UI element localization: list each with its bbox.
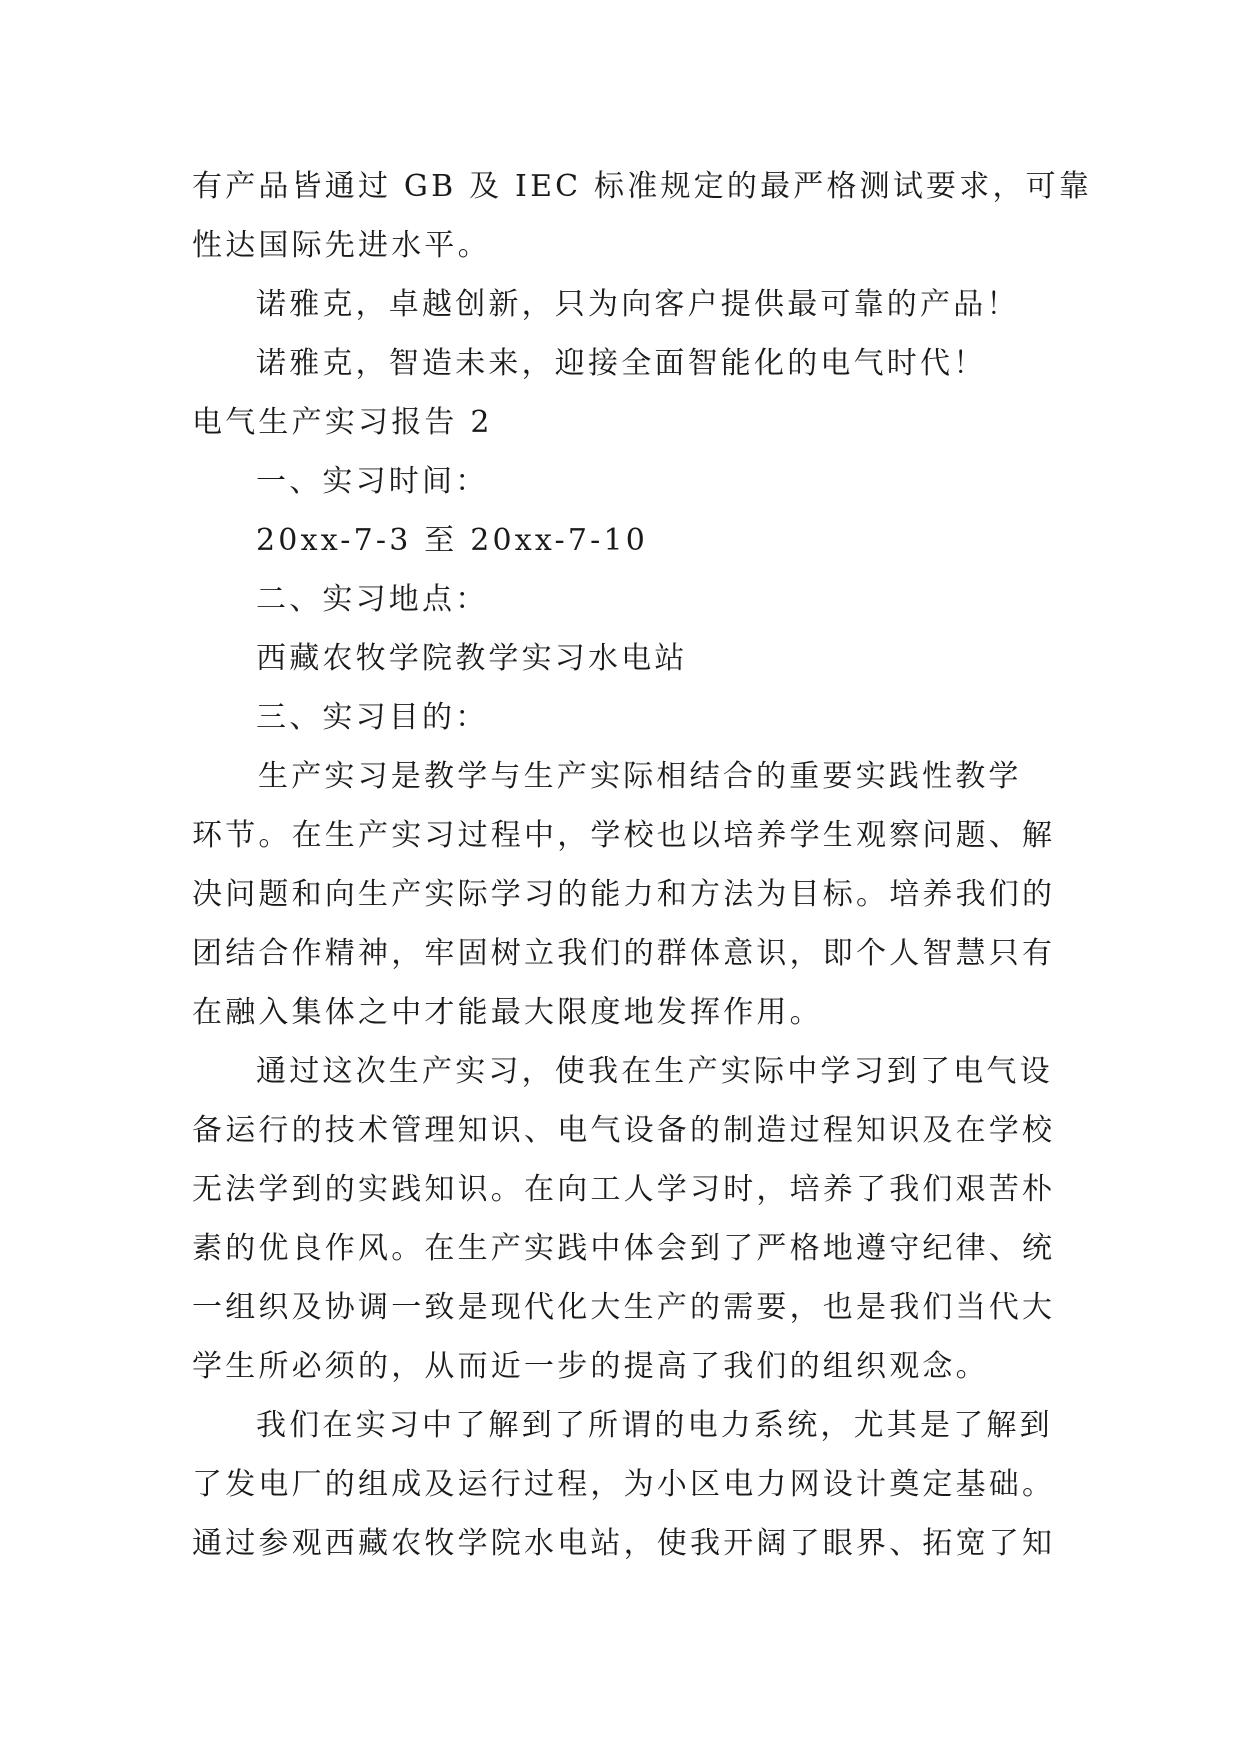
text-line: 有产品皆通过 GB 及 IEC 标准规定的最严格测试要求，可靠 <box>192 169 1093 204</box>
section-heading: 电气生产实习报告 2 <box>192 405 493 440</box>
text-line: 环节。在生产实习过程中，学校也以培养学生观察问题、解 <box>192 818 1056 853</box>
text-line: 了发电厂的组成及运行过程，为小区电力网设计奠定基础。 <box>192 1467 1056 1502</box>
text-line: 性达国际先进水平。 <box>192 228 491 263</box>
text-line: 通过这次生产实习，使我在生产实际中学习到了电气设 <box>256 1054 1053 1089</box>
text-line: 20xx-7-3 至 20xx-7-10 <box>256 523 649 558</box>
text-line: 备运行的技术管理知识、电气设备的制造过程知识及在学校 <box>192 1113 1056 1148</box>
text-line: 诺雅克，卓越创新，只为向客户提供最可靠的产品！ <box>256 287 1020 322</box>
text-line: 三、实习目的： <box>256 700 489 735</box>
text-line: 团结合作精神，牢固树立我们的群体意识，即个人智慧只有 <box>192 936 1056 971</box>
text-line: 二、实习地点： <box>256 582 489 617</box>
text-line: 一组织及协调一致是现代化大生产的需要，也是我们当代大 <box>192 1290 1056 1325</box>
text-line: 素的优良作风。在生产实践中体会到了严格地遵守纪律、统 <box>192 1231 1056 1266</box>
text-line: 西藏农牧学院教学实习水电站 <box>256 641 688 676</box>
text-line: 决问题和向生产实际学习的能力和方法为目标。培养我们的 <box>192 877 1056 912</box>
text-line: 诺雅克，智造未来，迎接全面智能化的电气时代！ <box>256 346 987 381</box>
text-line: 通过参观西藏农牧学院水电站，使我开阔了眼界、拓宽了知 <box>192 1526 1056 1561</box>
text-line: 我们在实习中了解到了所谓的电力系统，尤其是了解到 <box>256 1408 1053 1443</box>
text-line: 学生所必须的，从而近一步的提高了我们的组织观念。 <box>192 1349 989 1384</box>
text-line: 一、实习时间： <box>256 464 489 499</box>
text-line: 无法学到的实践知识。在向工人学习时，培养了我们艰苦朴 <box>192 1172 1056 1207</box>
text-line: 生产实习是教学与生产实际相结合的重要实践性教学 <box>258 759 1022 794</box>
text-line: 在融入集体之中才能最大限度地发挥作用。 <box>192 995 823 1030</box>
